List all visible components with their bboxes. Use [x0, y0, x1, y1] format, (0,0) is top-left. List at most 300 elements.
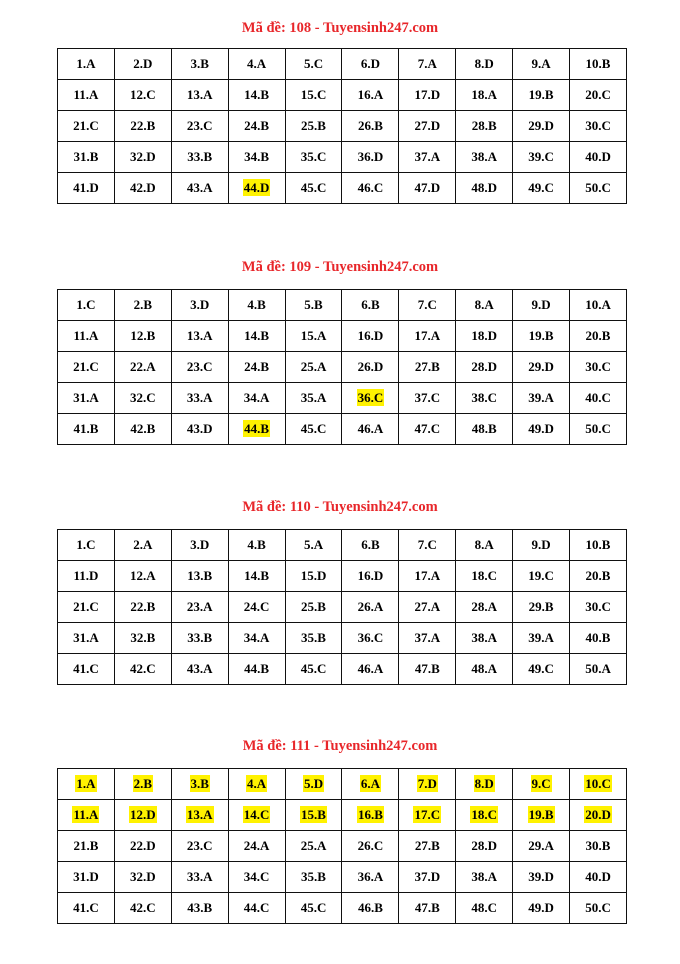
answer-cell: [114, 352, 171, 383]
answer-text: 26.D: [357, 359, 384, 374]
table-row: [58, 623, 627, 654]
answer-cell: [456, 321, 513, 352]
answer-text: 44.D: [243, 180, 270, 195]
answer-text: 43.D: [186, 421, 213, 436]
answer-text: 46.B: [357, 900, 383, 915]
answer-cell: [456, 352, 513, 383]
answer-text: 28.A: [471, 599, 497, 614]
answer-cell: [570, 831, 627, 862]
answer-text: 13.A: [186, 87, 213, 102]
answer-cell: [58, 893, 115, 924]
table-row: [58, 49, 627, 80]
answer-cell: [456, 800, 513, 831]
table-row: [58, 352, 627, 383]
answer-text: 26.B: [357, 118, 383, 133]
answer-text: 1.A: [76, 56, 96, 71]
answer-cell: [285, 561, 342, 592]
answer-text: 46.A: [357, 661, 384, 676]
table-row: [58, 142, 627, 173]
answer-text: 47.B: [414, 900, 440, 915]
answer-cell: [114, 831, 171, 862]
answer-cell: [399, 561, 456, 592]
answer-cell: [58, 800, 115, 831]
answer-cell: [228, 800, 285, 831]
answer-text: 37.A: [414, 149, 441, 164]
answer-cell: [285, 862, 342, 893]
answer-text: 36.C: [357, 630, 384, 645]
answer-cell: [513, 321, 570, 352]
answer-cell: [171, 530, 228, 561]
answer-cell: [570, 321, 627, 352]
answer-cell: [171, 654, 228, 685]
answer-text: 40.C: [585, 390, 611, 405]
table-row: [58, 530, 627, 561]
answer-cell: [399, 414, 456, 445]
answer-text: 13.A: [186, 328, 213, 343]
answer-text: 50.C: [585, 180, 611, 195]
answer-cell: [228, 654, 285, 685]
answer-cell: [171, 862, 228, 893]
answer-cell: [114, 142, 171, 173]
answer-cell: [513, 290, 570, 321]
answer-cell: [570, 654, 627, 685]
answer-cell: [399, 769, 456, 800]
answer-cell: [456, 561, 513, 592]
answer-text: 40.B: [585, 630, 611, 645]
answer-text: 6.B: [361, 297, 380, 312]
answer-text: 17.A: [414, 568, 441, 583]
answer-text: 39.C: [528, 149, 554, 164]
answer-text: 42.D: [130, 180, 156, 195]
answer-text: 7.C: [417, 537, 437, 552]
answer-cell: [114, 383, 171, 414]
answer-cell: [456, 290, 513, 321]
answer-text: 20.D: [585, 807, 611, 822]
answer-cell: [399, 111, 456, 142]
answer-cell: [228, 80, 285, 111]
answer-text: 23.C: [186, 838, 213, 853]
answer-text: 24.B: [244, 359, 270, 374]
answer-cell: [114, 173, 171, 204]
answer-cell: [285, 623, 342, 654]
answer-cell: [285, 290, 342, 321]
answer-text: 7.C: [417, 297, 437, 312]
answer-cell: [570, 352, 627, 383]
answer-cell: [228, 290, 285, 321]
answer-cell: [58, 530, 115, 561]
answer-text: 13.A: [186, 807, 213, 822]
answer-text: 25.A: [300, 838, 327, 853]
answer-cell: [171, 142, 228, 173]
answer-text: 30.B: [585, 838, 611, 853]
answer-text: 38.A: [471, 149, 497, 164]
answer-text: 33.A: [186, 869, 213, 884]
answer-cell: [171, 800, 228, 831]
answer-text: 9.A: [531, 56, 551, 71]
answer-cell: [171, 831, 228, 862]
answer-cell: [513, 414, 570, 445]
answer-cell: [399, 893, 456, 924]
answer-text: 39.A: [528, 390, 554, 405]
table-row: [58, 893, 627, 924]
answer-cell: [228, 530, 285, 561]
answer-cell: [513, 352, 570, 383]
answer-cell: [228, 769, 285, 800]
answer-cell: [342, 654, 399, 685]
answer-text: 6.D: [360, 56, 380, 71]
answer-text: 8.A: [474, 537, 494, 552]
answer-text: 35.B: [301, 630, 326, 645]
answer-text: 5.C: [303, 56, 324, 71]
answer-text: 4.B: [247, 297, 266, 312]
answer-text: 33.B: [187, 630, 213, 645]
answer-cell: [171, 414, 228, 445]
answer-text: 34.C: [243, 869, 270, 884]
answer-text: 43.B: [187, 900, 213, 915]
answer-cell: [456, 80, 513, 111]
answer-text: 16.B: [357, 807, 383, 822]
answer-text: 18.C: [471, 807, 497, 822]
answer-cell: [285, 173, 342, 204]
table-row: [58, 831, 627, 862]
answer-cell: [228, 831, 285, 862]
answer-text: 41.C: [73, 900, 99, 915]
answer-text: 36.A: [357, 869, 384, 884]
answer-text: 18.A: [471, 87, 497, 102]
answer-cell: [58, 290, 115, 321]
answer-cell: [456, 893, 513, 924]
answer-cell: [513, 654, 570, 685]
answer-text: 16.D: [357, 568, 384, 583]
answer-cell: [570, 111, 627, 142]
answer-text: 25.B: [301, 118, 326, 133]
answer-text: 48.C: [471, 900, 497, 915]
answer-cell: [114, 654, 171, 685]
answer-text: 48.A: [471, 661, 497, 676]
answer-text: 49.D: [528, 421, 554, 436]
answer-cell: [456, 831, 513, 862]
answer-cell: [171, 561, 228, 592]
answer-text: 34.B: [244, 149, 270, 164]
answer-text: 48.D: [471, 180, 497, 195]
answer-text: 11.A: [73, 328, 99, 343]
answer-cell: [570, 383, 627, 414]
answer-cell: [58, 49, 115, 80]
answer-cell: [228, 862, 285, 893]
answer-cell: [285, 49, 342, 80]
answer-cell: [570, 414, 627, 445]
answer-text: 12.B: [130, 328, 156, 343]
answer-cell: [114, 592, 171, 623]
answer-text: 43.A: [186, 180, 213, 195]
table-row: [58, 80, 627, 111]
answer-text: 32.D: [130, 149, 156, 164]
answer-cell: [513, 80, 570, 111]
answer-text: 26.C: [357, 838, 384, 853]
answer-cell: [570, 530, 627, 561]
answer-cell: [570, 893, 627, 924]
answer-text: 42.B: [130, 421, 156, 436]
section-title: Mã đề: 111 - Tuyensinh247.com: [242, 738, 438, 754]
answer-text: 13.B: [187, 568, 213, 583]
answer-text: 24.C: [243, 599, 270, 614]
answer-text: 12.D: [130, 807, 156, 822]
answer-cell: [285, 80, 342, 111]
answer-cell: [342, 321, 399, 352]
answer-text: 6.A: [360, 776, 380, 791]
answer-cell: [342, 49, 399, 80]
answer-cell: [228, 173, 285, 204]
answer-cell: [58, 592, 115, 623]
answer-text: 9.C: [531, 776, 551, 791]
answer-table: [57, 529, 627, 685]
answer-text: 14.C: [243, 807, 270, 822]
answer-cell: [228, 592, 285, 623]
answer-text: 24.A: [243, 838, 270, 853]
answer-text: 40.D: [585, 149, 611, 164]
answer-cell: [58, 352, 115, 383]
answer-cell: [171, 352, 228, 383]
table-row: [58, 769, 627, 800]
answer-cell: [513, 831, 570, 862]
answer-cell: [399, 80, 456, 111]
answer-text: 34.A: [243, 390, 270, 405]
answer-text: 28.D: [471, 838, 497, 853]
answer-cell: [228, 383, 285, 414]
answer-text: 22.A: [130, 359, 156, 374]
answer-text: 19.B: [528, 328, 554, 343]
answer-text: 12.A: [130, 568, 156, 583]
answer-text: 36.C: [357, 390, 384, 405]
answer-text: 38.A: [471, 630, 497, 645]
answer-text: 14.B: [244, 568, 270, 583]
answer-table: [57, 768, 627, 924]
answer-cell: [114, 769, 171, 800]
answer-cell: [285, 383, 342, 414]
answer-cell: [114, 561, 171, 592]
answer-cell: [513, 173, 570, 204]
answer-cell: [513, 111, 570, 142]
table-row: [58, 173, 627, 204]
answer-text: 20.C: [585, 87, 611, 102]
answer-cell: [513, 592, 570, 623]
answer-cell: [285, 592, 342, 623]
answer-text: 12.C: [130, 87, 156, 102]
answer-text: 45.C: [300, 421, 327, 436]
answer-text: 36.D: [357, 149, 384, 164]
answer-text: 25.A: [300, 359, 327, 374]
answer-text: 7.D: [417, 776, 437, 791]
answer-text: 42.C: [130, 900, 156, 915]
answer-cell: [342, 80, 399, 111]
answer-cell: [58, 142, 115, 173]
answer-cell: [399, 173, 456, 204]
answer-text: 49.C: [528, 180, 554, 195]
answer-cell: [456, 111, 513, 142]
answer-text: 11.D: [73, 568, 99, 583]
answer-cell: [570, 623, 627, 654]
answer-text: 16.D: [357, 328, 384, 343]
answer-cell: [285, 530, 342, 561]
answer-cell: [228, 893, 285, 924]
answer-text: 19.C: [528, 568, 554, 583]
answer-text: 30.C: [585, 118, 611, 133]
answer-cell: [171, 49, 228, 80]
answer-cell: [342, 623, 399, 654]
answer-text: 37.D: [414, 869, 441, 884]
answer-cell: [342, 592, 399, 623]
section-title: Mã đề: 108 - Tuyensinh247.com: [241, 20, 439, 36]
answer-text: 19.B: [528, 807, 554, 822]
answer-cell: [342, 142, 399, 173]
answer-text: 28.B: [471, 118, 497, 133]
answer-cell: [285, 769, 342, 800]
answer-text: 14.B: [244, 87, 270, 102]
answer-cell: [342, 383, 399, 414]
answer-text: 27.B: [414, 838, 440, 853]
answer-cell: [456, 142, 513, 173]
answer-section-109: [0, 257, 680, 436]
answer-cell: [285, 352, 342, 383]
answer-cell: [58, 654, 115, 685]
answer-text: 22.B: [130, 599, 156, 614]
answer-text: 30.C: [585, 599, 611, 614]
answer-cell: [228, 49, 285, 80]
answer-cell: [58, 80, 115, 111]
answer-text: 10.B: [585, 537, 611, 552]
answer-text: 17.A: [414, 328, 441, 343]
answer-text: 29.D: [528, 359, 554, 374]
answer-cell: [58, 769, 115, 800]
answer-cell: [342, 800, 399, 831]
table-row: [58, 111, 627, 142]
answer-cell: [285, 893, 342, 924]
answer-text: 30.C: [585, 359, 611, 374]
answer-cell: [228, 111, 285, 142]
answer-text: 38.A: [471, 869, 497, 884]
answer-cell: [342, 352, 399, 383]
answer-text: 5.D: [303, 776, 324, 791]
answer-cell: [456, 862, 513, 893]
answer-cell: [114, 414, 171, 445]
answer-text: 17.C: [414, 807, 441, 822]
answer-text: 50.C: [585, 421, 611, 436]
answer-cell: [285, 654, 342, 685]
answer-cell: [285, 831, 342, 862]
answer-table: [57, 48, 627, 204]
answer-text: 10.A: [585, 297, 611, 312]
answer-cell: [456, 769, 513, 800]
answer-text: 38.C: [471, 390, 497, 405]
answer-cell: [399, 290, 456, 321]
answer-cell: [399, 321, 456, 352]
answer-table: [57, 289, 627, 445]
answer-cell: [570, 142, 627, 173]
answer-cell: [114, 321, 171, 352]
answer-cell: [228, 352, 285, 383]
answer-text: 33.A: [186, 390, 213, 405]
answer-text: 2.B: [133, 297, 153, 312]
answer-cell: [513, 383, 570, 414]
answer-cell: [342, 862, 399, 893]
answer-text: 3.D: [190, 297, 210, 312]
answer-text: 45.C: [300, 900, 327, 915]
answer-section-110: [0, 497, 680, 676]
answer-cell: [114, 80, 171, 111]
table-row: [58, 321, 627, 352]
answer-cell: [171, 769, 228, 800]
answer-text: 35.C: [300, 149, 327, 164]
answer-text: 23.C: [186, 118, 213, 133]
answer-text: 24.B: [244, 118, 270, 133]
answer-cell: [114, 800, 171, 831]
answer-cell: [342, 769, 399, 800]
answer-text: 17.D: [414, 87, 441, 102]
answer-text: 21.C: [73, 599, 99, 614]
answer-text: 8.D: [474, 776, 494, 791]
answer-cell: [171, 623, 228, 654]
answer-text: 4.A: [247, 776, 267, 791]
answer-cell: [399, 862, 456, 893]
answer-cell: [285, 414, 342, 445]
answer-cell: [114, 290, 171, 321]
answer-cell: [114, 623, 171, 654]
answer-cell: [399, 654, 456, 685]
answer-text: 29.D: [528, 118, 554, 133]
answer-cell: [399, 530, 456, 561]
answer-text: 3.B: [190, 776, 209, 791]
answer-cell: [285, 142, 342, 173]
answer-cell: [285, 800, 342, 831]
answer-text: 44.B: [244, 661, 270, 676]
answer-cell: [399, 592, 456, 623]
answer-text: 33.B: [187, 149, 213, 164]
answer-text: 21.C: [73, 118, 99, 133]
answer-cell: [58, 321, 115, 352]
answer-cell: [285, 321, 342, 352]
answer-text: 4.B: [247, 537, 266, 552]
answer-text: 27.B: [414, 359, 440, 374]
answer-cell: [171, 80, 228, 111]
answer-cell: [399, 623, 456, 654]
answer-cell: [228, 623, 285, 654]
answer-text: 11.A: [73, 807, 99, 822]
answer-text: 6.B: [361, 537, 380, 552]
answer-cell: [456, 592, 513, 623]
answer-text: 46.A: [357, 421, 384, 436]
answer-cell: [58, 862, 115, 893]
answer-text: 41.D: [73, 180, 99, 195]
answer-text: 18.D: [471, 328, 497, 343]
answer-cell: [513, 800, 570, 831]
answer-text: 31.B: [73, 149, 99, 164]
answer-cell: [570, 561, 627, 592]
answer-text: 5.A: [303, 537, 324, 552]
answer-cell: [456, 654, 513, 685]
answer-cell: [570, 49, 627, 80]
answer-text: 32.D: [130, 869, 156, 884]
answer-text: 31.A: [73, 630, 99, 645]
table-row: [58, 414, 627, 445]
answer-text: 27.D: [414, 118, 441, 133]
answer-text: 29.B: [528, 599, 554, 614]
answer-text: 45.C: [300, 180, 327, 195]
answer-text: 9.D: [531, 297, 551, 312]
answer-text: 11.A: [73, 87, 99, 102]
answer-cell: [399, 383, 456, 414]
answer-cell: [58, 561, 115, 592]
section-title: Mã đề: 109 - Tuyensinh247.com: [241, 259, 439, 275]
